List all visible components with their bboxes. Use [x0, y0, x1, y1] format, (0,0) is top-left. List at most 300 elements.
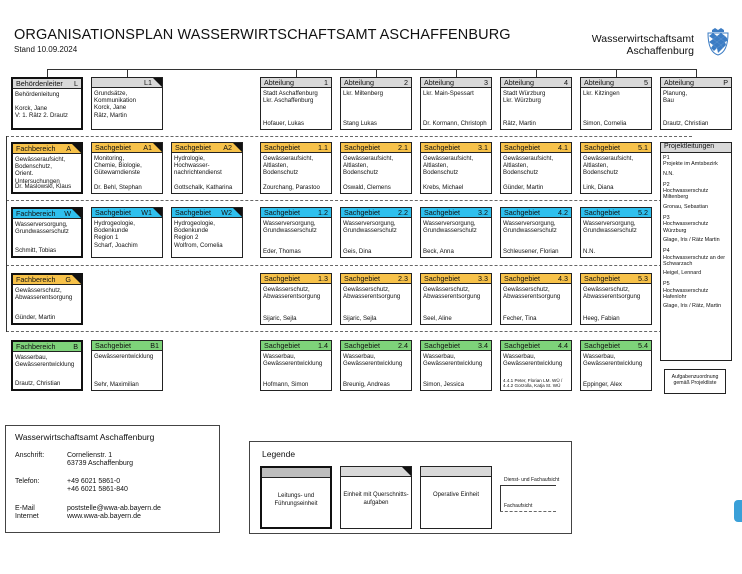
unit-line: Altlasten, [503, 162, 529, 170]
unit-header [261, 208, 331, 218]
unit-line: Region 2 [174, 234, 199, 242]
unit-line: Lkr. Miltenberg [343, 90, 383, 97]
unit-title: Sachgebiet [584, 207, 620, 217]
unit-header [13, 342, 81, 352]
unit-line: Korck, Jane [15, 105, 48, 113]
unit-line: Altlasten, [583, 162, 609, 170]
unit-title: Fachbereich [16, 341, 56, 351]
unit-code: L1 [144, 77, 152, 87]
unit-line: Grundsätze, [94, 90, 128, 97]
unit-body [661, 88, 731, 104]
unit-code: 3.1 [478, 142, 488, 152]
unit-head-person: Seel, Aline [423, 314, 452, 322]
unit-title: Sachgebiet [95, 207, 131, 217]
unit-code: A1 [143, 142, 152, 152]
unit-code: L [74, 78, 78, 88]
project-item-p2 [661, 180, 731, 213]
org-unit-sachgebiet-2-2 [340, 207, 412, 258]
unit-head-person: Stang Lukas [343, 119, 377, 127]
unit-title: Sachgebiet [584, 142, 620, 152]
project-desc: Hochwasserschutz Miltenberg [663, 188, 709, 201]
unit-line: Bodenschutz [583, 169, 619, 177]
project-id: P4 [663, 248, 670, 255]
org-unit-abteilung-2 [340, 77, 412, 130]
unit-line: Bodenschutz [423, 169, 459, 177]
email-label: E-Mail [15, 505, 35, 512]
unit-head-person: Breunig, Andreas [343, 380, 390, 388]
cross-section-marker [233, 143, 242, 152]
unit-header [501, 274, 571, 284]
org-unit-sachgebiet-b1 [91, 340, 163, 391]
unit-body [421, 218, 491, 234]
unit-code: 2.4 [398, 340, 408, 350]
unit-line: Korck, Jane [94, 104, 127, 112]
project-name: Heigel, Lennard [663, 270, 702, 277]
unit-code: B1 [150, 340, 159, 350]
org-unit-sachgebiet-1-2 [260, 207, 332, 258]
unit-header [581, 78, 651, 88]
unit-line: Grundwasserschutz [15, 228, 69, 236]
project-name: Glage, Iris / Rätz, Martin [663, 303, 722, 310]
org-unit-sachgebiet-a2 [171, 142, 243, 194]
unit-header [92, 208, 162, 218]
unit-code: 2.3 [398, 273, 408, 283]
cross-section-marker [233, 208, 242, 217]
unit-line: Gewässeraufsicht, [263, 155, 314, 162]
unit-body [261, 153, 331, 177]
org-unit-sachgebiet-4-2 [500, 207, 572, 258]
unit-line: Gewässerentwicklung [423, 360, 483, 368]
org-unit-sachgebiet-5-2 [580, 207, 652, 258]
unit-line: Grundwasserschutz [503, 227, 557, 235]
unit-head-person: 4.4.1 Peter, Florian LM. WÜ / 4.4.2 Gorzolla, Katja St. WÜ [503, 378, 563, 388]
unit-title: Abteilung [344, 77, 374, 87]
unit-title: Sachgebiet [175, 207, 211, 217]
unit-code: 1.3 [318, 273, 328, 283]
unit-title: Sachgebiet [424, 340, 460, 350]
unit-body [261, 88, 331, 104]
unit-header [172, 208, 242, 218]
page-title: ORGANISATIONSPLAN WASSERWIRTSCHAFTSAMT ASCHAFFENBURG [14, 27, 511, 43]
org-unit-sachgebiet-w2 [171, 207, 243, 258]
decorative-accent [734, 500, 742, 522]
connector-line [456, 69, 457, 77]
unit-body [501, 218, 571, 234]
unit-title: Sachgebiet [264, 142, 300, 152]
unit-header [261, 274, 331, 284]
unit-body [13, 154, 81, 185]
unit-head-person: Sijaric, Sejla [343, 314, 377, 322]
connector-line [127, 69, 128, 77]
project-name: N.N. [663, 170, 674, 177]
unit-code: 1 [324, 77, 328, 87]
unit-header [92, 143, 162, 153]
unit-header [421, 208, 491, 218]
unit-title: Abteilung [504, 77, 534, 87]
unit-body [341, 218, 411, 234]
unit-line: Gewässerschutz, [343, 286, 390, 293]
unit-head-person: Eder, Thomas [263, 247, 301, 255]
unit-line: Kommunikation [94, 97, 136, 105]
unit-code: G [65, 274, 71, 284]
unit-body [261, 284, 331, 300]
telefon-value-2: +46 6021 5861-840 [67, 486, 128, 493]
unit-body [501, 351, 571, 367]
unit-line: Lkr. Kitzingen [583, 90, 620, 97]
internet-link[interactable]: www.wwa-ab.bayern.de [67, 513, 141, 520]
unit-header [501, 208, 571, 218]
unit-head-person: Link, Diana [583, 183, 614, 191]
unit-title: Sachgebiet [584, 340, 620, 350]
cross-section-marker [72, 209, 81, 218]
unit-header [421, 78, 491, 88]
unit-head-person: Sijaric, Sejla [263, 314, 297, 322]
unit-title: Behördenleiter [16, 78, 63, 88]
legend-box [249, 441, 572, 534]
unit-header [501, 143, 571, 153]
unit-line: Rätz, Martin [94, 111, 127, 119]
unit-line: Wasserversorgung, [583, 220, 636, 227]
org-unit-sachgebiet-1-4 [260, 340, 332, 391]
legend-dienst-label: Dienst- und Fachaufsicht [504, 477, 560, 483]
unit-code: 2.1 [398, 142, 408, 152]
legend-operative-label: Operative Einheit [432, 492, 480, 498]
unit-code: 5.1 [638, 142, 648, 152]
unit-line: Abwasserentsorgung [15, 294, 73, 302]
unit-line: Region 1 [94, 234, 119, 242]
unit-head-person: Heeg, Fabian [583, 314, 620, 322]
address-title: Wasserwirtschaftsamt Aschaffenburg [15, 432, 155, 442]
cross-section-marker [153, 143, 162, 152]
connector-line [6, 136, 692, 137]
unit-body [172, 218, 242, 249]
unit-head-person: Sehr, Maximilian [94, 380, 139, 388]
cross-section-marker [153, 208, 162, 217]
projektleitungen-title: Projektleitungen [664, 143, 715, 151]
unit-line: Abwasserentsorgung [343, 293, 401, 301]
unit-body [92, 153, 162, 177]
unit-line: Wasserversorgung, [343, 220, 396, 227]
unit-header [581, 143, 651, 153]
aufgabenzuordnung-box: Aufgabenzuordnung gemäß Projektliste [664, 369, 726, 394]
org-unit-sachgebiet-5-3 [580, 273, 652, 325]
unit-line: Gewässeraufsicht, [503, 155, 554, 162]
connector-line [376, 69, 377, 77]
unit-title: Fachbereich [16, 143, 56, 153]
unit-line: Wasserversorgung, [263, 220, 316, 227]
unit-code: W2 [221, 207, 232, 217]
unit-code: 2.2 [398, 207, 408, 217]
unit-header [341, 78, 411, 88]
unit-title: Sachgebiet [504, 340, 540, 350]
unit-code: 3.3 [478, 273, 488, 283]
unit-title: Fachbereich [16, 208, 56, 218]
unit-line: Stadt Aschaffenburg [263, 90, 318, 97]
unit-title: Sachgebiet [264, 273, 300, 283]
org-unit-sachgebiet-a1 [91, 142, 163, 194]
unit-code: 1.4 [318, 340, 328, 350]
connector-line [6, 200, 692, 201]
unit-code: 5.4 [638, 340, 648, 350]
unit-code: W [64, 208, 71, 218]
unit-code: 3.4 [478, 340, 488, 350]
email-link[interactable]: poststelle@wwa-ab.bayern.de [67, 505, 161, 512]
connector-line [696, 69, 697, 77]
org-unit-fachbereich-w [11, 207, 83, 258]
unit-code: W1 [141, 207, 152, 217]
org-unit-sachgebiet-2-3 [340, 273, 412, 325]
unit-line: Wasserversorgung, [15, 221, 68, 228]
unit-line: Altlasten, [263, 162, 289, 170]
unit-line: Gewässeraufsicht, [15, 156, 66, 163]
legend-title: Legende [262, 449, 296, 459]
project-desc: Hochwasserschutz Hafenlohr [663, 287, 709, 301]
unit-line: Gewässerentwicklung [503, 360, 563, 368]
unit-line: Lkr. Main-Spessart [423, 90, 474, 97]
unit-body [92, 88, 162, 119]
unit-body [581, 218, 651, 234]
unit-line: Abwasserentsorgung [583, 293, 641, 301]
internet-label: Internet [15, 513, 39, 520]
unit-line: Hydrogeologie, [94, 220, 135, 227]
unit-line: Gewässerschutz, [503, 286, 550, 293]
org-unit-beh-rdenleiter-l [11, 77, 83, 130]
unit-body [341, 351, 411, 367]
projektleitungen-panel [660, 142, 732, 361]
unit-line: Altlasten, [423, 162, 449, 170]
unit-line: Wasserbau, [423, 353, 456, 360]
unit-line: Wasserbau, [15, 354, 48, 361]
unit-body [501, 88, 571, 104]
unit-body [341, 88, 411, 97]
unit-line: Behördenleitung [15, 91, 60, 98]
legend-dashed-line [500, 511, 556, 512]
unit-header [341, 274, 411, 284]
unit-line: Stadt Würzburg [503, 90, 546, 97]
org-unit-fachbereich-b [11, 340, 83, 391]
city-value: 63739 Aschaffenburg [67, 460, 134, 467]
unit-body [581, 284, 651, 300]
unit-line: Planung, [663, 90, 688, 97]
project-item-p5 [661, 279, 731, 312]
unit-head-person: Rätz, Martin [503, 119, 536, 127]
unit-line: Gewässerentwicklung [583, 360, 643, 368]
connector-line [47, 69, 697, 70]
unit-head-person: Hofmann, Simon [263, 380, 309, 388]
unit-title: Abteilung [664, 77, 694, 87]
unit-head-person: Günder, Martin [15, 313, 56, 321]
unit-header [421, 274, 491, 284]
org-unit-abteilung-4 [500, 77, 572, 130]
unit-body [501, 284, 571, 300]
unit-head-person: Krebs, Michael [423, 183, 464, 191]
org-unit-abteilung-5 [580, 77, 652, 130]
unit-title: Sachgebiet [504, 142, 540, 152]
unit-code: A [66, 143, 71, 153]
unit-head-person: Drautz, Christian [15, 379, 61, 387]
unit-line: Chemie, Biologie, [94, 162, 142, 170]
unit-body [421, 153, 491, 177]
unit-body [13, 352, 81, 368]
org-unit-unit-l1 [91, 77, 163, 130]
unit-line: Hydrologie, [174, 155, 205, 162]
telefon-value-1: +49 6021 5861-0 [67, 478, 121, 485]
unit-title: Sachgebiet [344, 207, 380, 217]
unit-head-person: Geis, Dina [343, 247, 372, 255]
unit-line: Gewässerentwicklung [15, 361, 75, 369]
unit-line: Scharf, Joachim [94, 241, 138, 249]
unit-line: Bodenschutz [343, 169, 379, 177]
unit-title: Sachgebiet [504, 273, 540, 283]
unit-title: Sachgebiet [344, 340, 380, 350]
unit-head-person: Fecher, Tina [503, 314, 537, 322]
unit-head-person: Eppinger, Alex [583, 380, 622, 388]
projektleitungen-header [661, 143, 731, 153]
unit-title: Sachgebiet [175, 142, 211, 152]
unit-body [92, 218, 162, 249]
unit-header [501, 78, 571, 88]
unit-body [92, 351, 162, 360]
unit-line: Gewässerschutz, [423, 286, 470, 293]
org-unit-fachbereich-g [11, 273, 83, 325]
cross-section-marker [153, 78, 162, 87]
unit-line: Gewässeraufsicht, [343, 155, 394, 162]
unit-line: Gewässerentwicklung [343, 360, 403, 368]
unit-title: Sachgebiet [264, 207, 300, 217]
unit-title: Sachgebiet [584, 273, 620, 283]
unit-head-person: Dr. Maslowski, Klaus [15, 182, 72, 190]
unit-body [261, 351, 331, 367]
unit-title: Sachgebiet [264, 340, 300, 350]
org-unit-abteilung-1 [260, 77, 332, 130]
unit-head-person: Zourchang, Parastoo [263, 183, 320, 191]
unit-body [421, 284, 491, 300]
project-desc: Projekte im Amtsbezirk [663, 161, 718, 168]
legend-fach-label: Fachaufsicht [504, 503, 533, 509]
unit-header [501, 341, 571, 351]
unit-head-person: N.N. [583, 247, 596, 255]
org-unit-sachgebiet-3-4 [420, 340, 492, 391]
unit-line: Wolfrom, Cornelia [174, 241, 223, 249]
project-item-p3 [661, 213, 731, 246]
unit-line: Abwasserentsorgung [423, 293, 481, 301]
org-unit-sachgebiet-w1 [91, 207, 163, 258]
unit-body [341, 153, 411, 177]
unit-line: Bodenschutz [263, 169, 299, 177]
unit-body [581, 88, 651, 97]
unit-header [13, 79, 81, 89]
unit-line: Gewässerschutz, [583, 286, 630, 293]
unit-head-person: Dr. Behl, Stephan [94, 183, 142, 191]
unit-head-person: Schmitt, Tobias [15, 246, 57, 254]
unit-body [581, 153, 651, 177]
unit-header [341, 208, 411, 218]
unit-head-person: Schleusener, Florian [503, 247, 559, 255]
project-name: Glage, Iris / Rätz Martin [663, 236, 720, 243]
unit-line: Wasserbau, [583, 353, 616, 360]
org-unit-sachgebiet-3-3 [420, 273, 492, 325]
unit-header [13, 144, 81, 154]
unit-head-person: Beck, Anna [423, 247, 454, 255]
org-unit-fachbereich-a [11, 142, 83, 194]
unit-line: Gütewarndienste [94, 169, 141, 177]
cross-section-marker [72, 144, 81, 153]
unit-line: Bodenkunde [94, 227, 129, 235]
unit-line: Abwasserentsorgung [263, 293, 321, 301]
unit-line: Gewässerschutz, [15, 287, 62, 294]
org-unit-sachgebiet-4-3 [500, 273, 572, 325]
unit-line: Gewässerentwicklung [94, 353, 154, 360]
unit-title: Sachgebiet [344, 142, 380, 152]
unit-code: A2 [223, 142, 232, 152]
org-unit-sachgebiet-5-4 [580, 340, 652, 391]
unit-header [661, 78, 731, 88]
unit-header [421, 341, 491, 351]
unit-line: Wasserbau, [503, 353, 536, 360]
unit-line: Hydrogeologie, [174, 220, 215, 227]
unit-title: Abteilung [264, 77, 294, 87]
unit-line: Bodenschutz, [15, 163, 52, 171]
unit-line: Wasserversorgung, [423, 220, 476, 227]
unit-header [581, 341, 651, 351]
unit-body [13, 89, 81, 120]
unit-code: 1.1 [318, 142, 328, 152]
connector-line [47, 69, 48, 77]
unit-code: 4 [564, 77, 568, 87]
connector-line [616, 69, 617, 77]
org-unit-sachgebiet-2-1 [340, 142, 412, 194]
org-name-line2: Aschaffenburg [626, 45, 694, 57]
unit-line: Bodenkunde [174, 227, 209, 235]
unit-line: Bau [663, 97, 674, 105]
unit-body [261, 218, 331, 234]
unit-title: Sachgebiet [95, 142, 131, 152]
bavaria-coat-of-arms-icon [706, 28, 730, 56]
unit-body [421, 351, 491, 367]
unit-line: Grundwasserschutz [343, 227, 397, 235]
unit-line: Bodenschutz [503, 169, 539, 177]
unit-code: 4.2 [558, 207, 568, 217]
unit-header [341, 143, 411, 153]
unit-line: Wasserbau, [263, 353, 296, 360]
unit-head-person: Gottschalk, Katharina [174, 183, 233, 191]
unit-code: 3 [484, 77, 488, 87]
unit-title: Sachgebiet [95, 340, 131, 350]
unit-head-person: Simon, Jessica [423, 380, 464, 388]
org-unit-sachgebiet-2-4 [340, 340, 412, 391]
unit-header [172, 143, 242, 153]
unit-header [341, 341, 411, 351]
telefon-label: Telefon: [15, 478, 40, 485]
unit-line: Wasserbau, [343, 353, 376, 360]
unit-head-person: Günder, Martin [503, 183, 544, 191]
unit-header [13, 209, 81, 219]
org-name [592, 33, 694, 57]
legend-lead-unit [260, 466, 332, 529]
unit-header [421, 143, 491, 153]
org-unit-sachgebiet-3-2 [420, 207, 492, 258]
unit-header [581, 274, 651, 284]
connector-line [6, 331, 692, 332]
unit-line: nachrichtendienst [174, 169, 222, 177]
unit-line: Grundwasserschutz [423, 227, 477, 235]
unit-line: Grundwasserschutz [583, 227, 637, 235]
org-name-line1: Wasserwirtschaftsamt [591, 33, 694, 45]
unit-body [13, 219, 81, 235]
unit-code: B [73, 341, 78, 351]
anschrift-label: Anschrift: [15, 452, 45, 459]
unit-body [13, 285, 81, 301]
